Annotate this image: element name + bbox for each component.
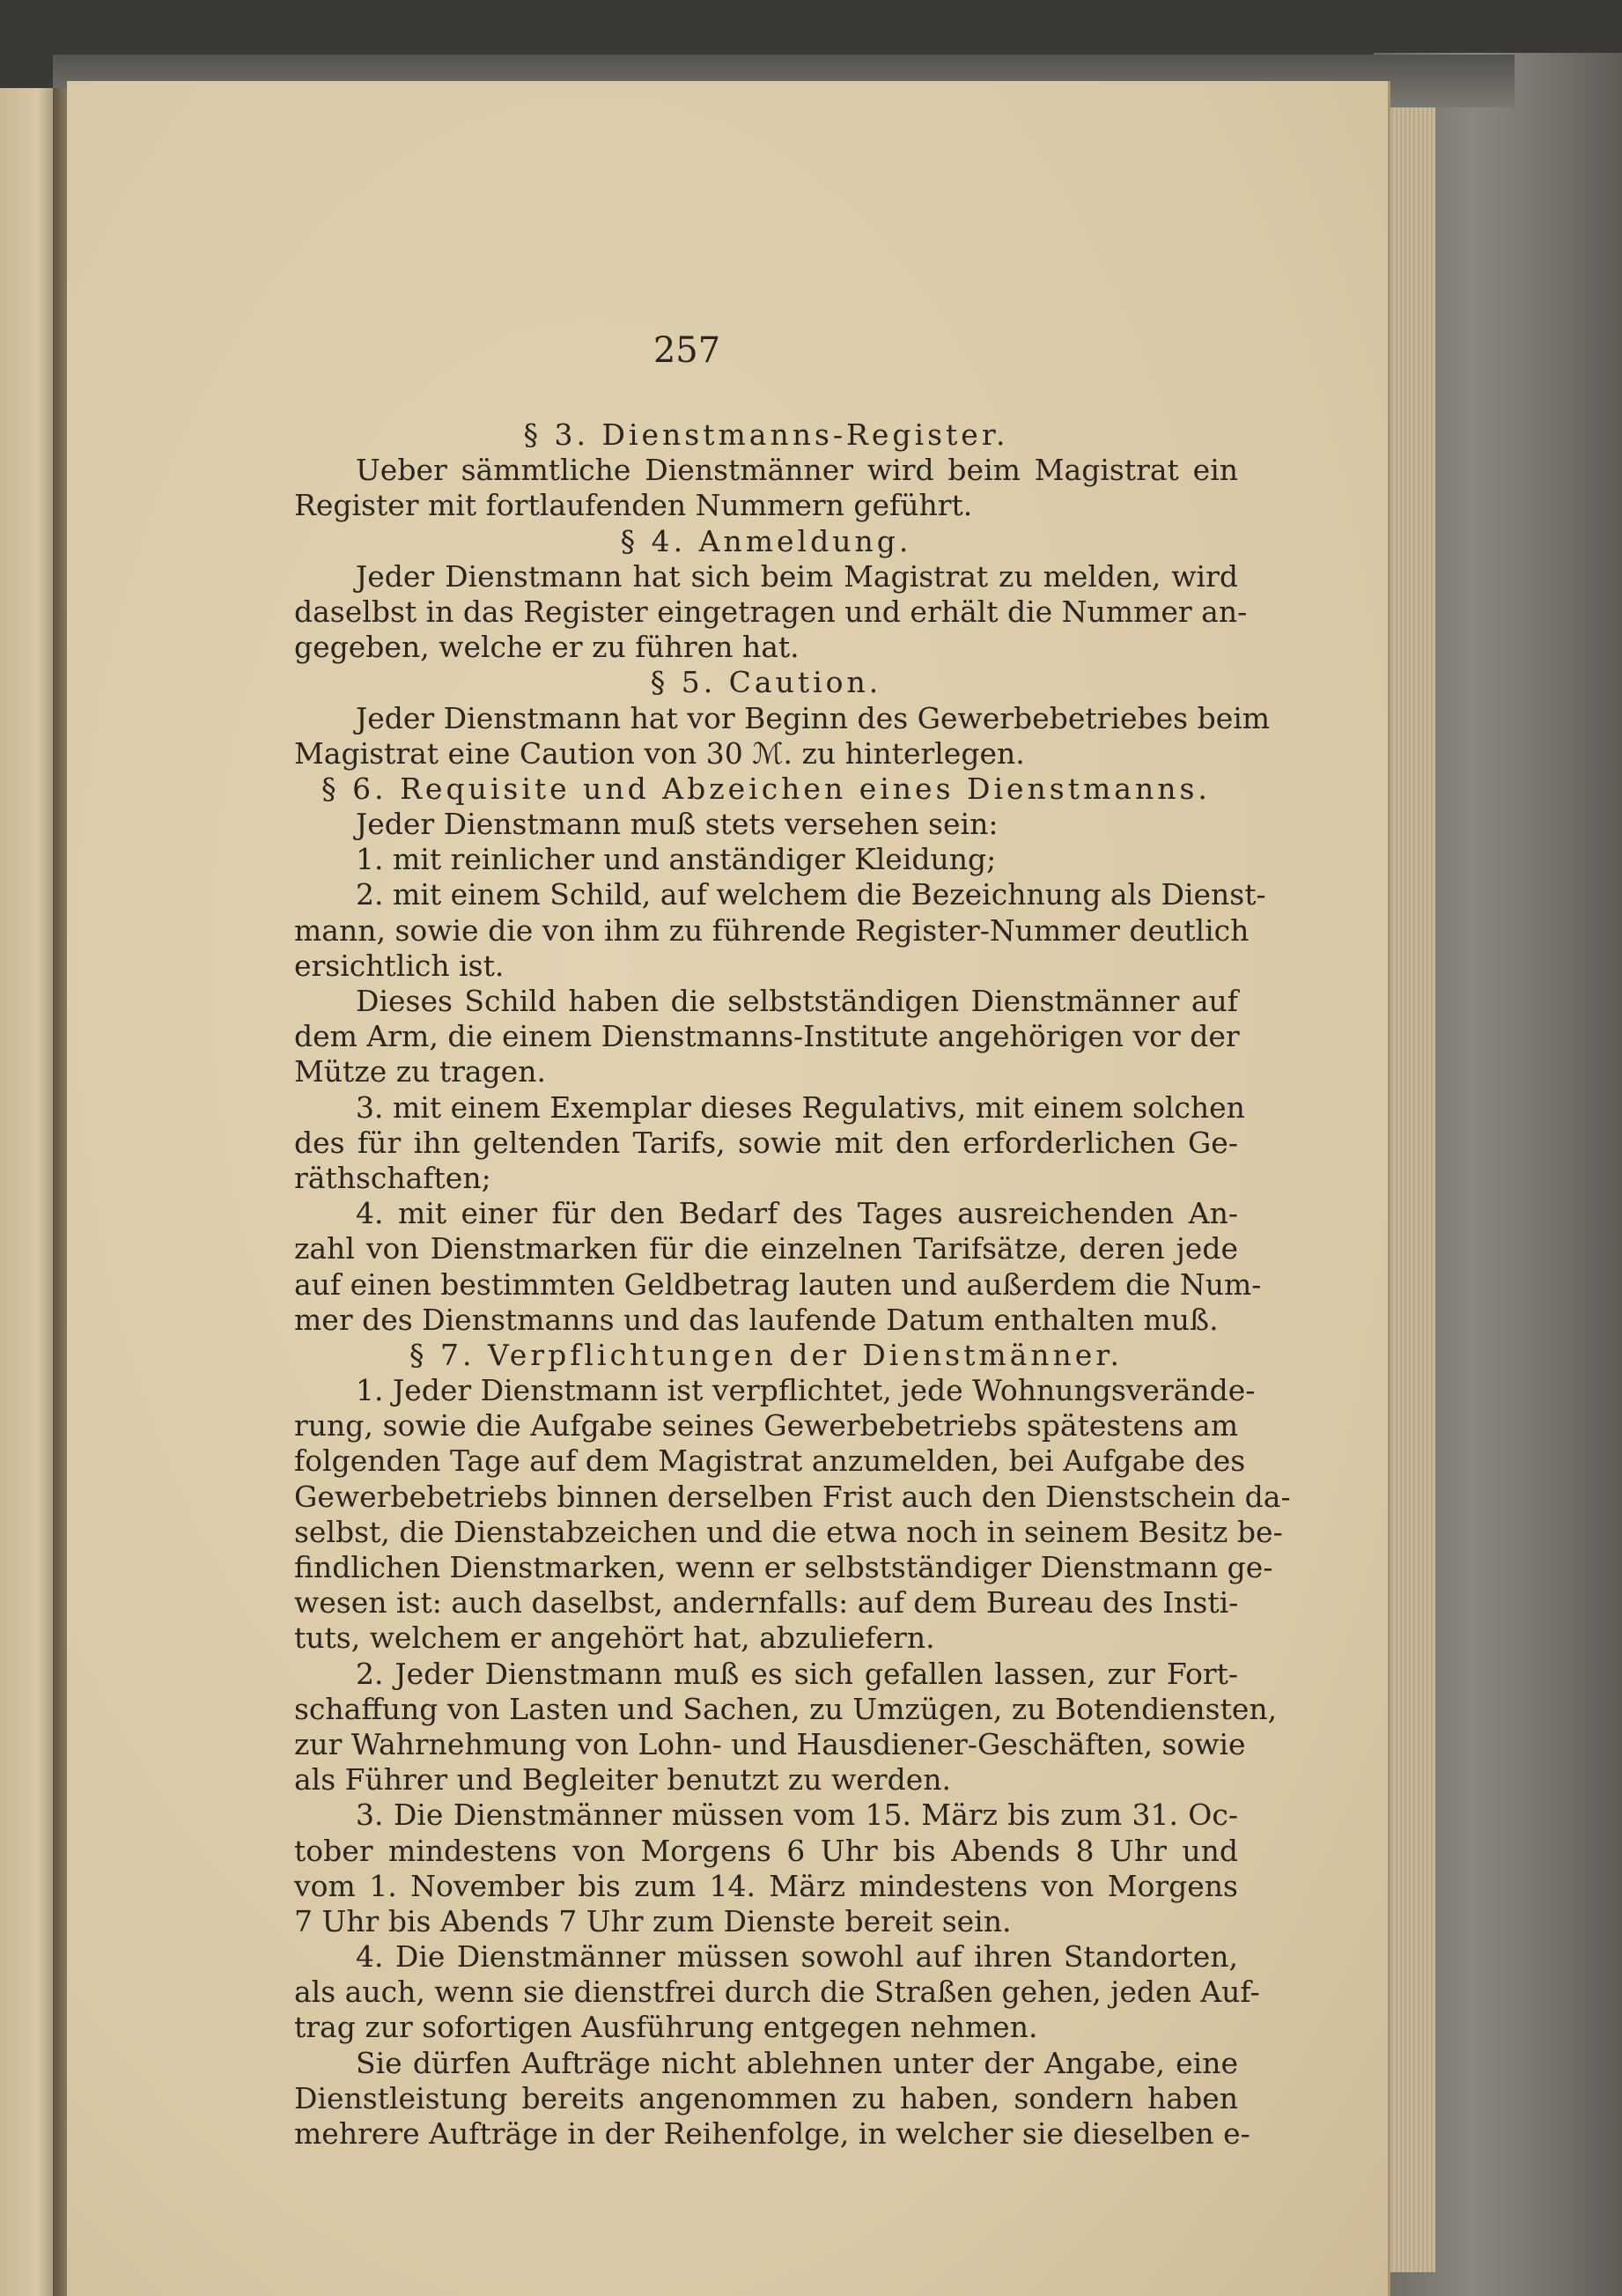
text-line: Magistrat eine Caution von 30 ℳ. zu hinterlegen. — [294, 735, 1025, 771]
text-line: 3. Die Dienstmänner müssen vom 15. März bis zum 31. Oc- — [356, 1798, 1238, 1833]
text-line: Ueber sämmtliche Dienstmänner wird beim Magistrat ein — [356, 453, 1238, 488]
text-line: 1. mit reinlicher und anständiger Kleidung; — [356, 842, 997, 877]
text-line: tober mindestens von Morgens 6 Uhr bis Abends 8 Uhr und — [294, 1833, 1238, 1868]
text-line: 2. mit einem Schild, auf welchem die Bezeichnung als Dienst- — [356, 877, 1266, 912]
text-line: trag zur sofortigen Ausführung entgegen nehmen. — [294, 2010, 1038, 2045]
book-page — [67, 81, 1390, 2296]
section-heading: § 6. Requisite und Abzeichen eines Dienstmanns. — [321, 771, 1211, 806]
text-line: Sie dürfen Aufträge nicht ablehnen unter der Angabe, eine — [356, 2045, 1238, 2080]
text-line: Jeder Dienstmann muß stets versehen sein: — [356, 807, 999, 842]
text-line: findlichen Dienstmarken, wenn er selbstständiger Dienstmann ge- — [294, 1550, 1273, 1584]
text-line: mehrere Aufträge in der Reihenfolge, in welcher sie dieselben e- — [294, 2116, 1250, 2151]
text-line: schaffung von Lasten und Sachen, zu Umzügen, zu Botendiensten, — [294, 1691, 1278, 1726]
section-heading: § 3. Dienstmanns-Register. — [523, 417, 1009, 452]
text-line: dem Arm, die einem Dienstmanns-Institute angehörigen vor der — [294, 1019, 1240, 1054]
text-line: Dieses Schild haben die selbstständigen Dienstmänner auf — [356, 984, 1238, 1018]
text-line: mann, sowie die von ihm zu führende Register-Nummer deutlich — [294, 912, 1250, 948]
text-line: des für ihn geltenden Tarifs, sowie mit den erforderlichen Ge- — [294, 1125, 1238, 1160]
text-line: tuts, welchem er angehört hat, abzuliefern. — [294, 1620, 935, 1656]
text-line: Jeder Dienstmann hat vor Beginn des Gewerbebetriebes beim — [356, 700, 1271, 735]
section-heading: § 7. Verpflichtungen der Dienstmänner. — [409, 1337, 1123, 1372]
text-line: daselbst in das Register eingetragen und erhält die Nummer an- — [294, 594, 1248, 629]
page-edges — [1382, 62, 1435, 2272]
text-line: ersichtlich ist. — [294, 948, 505, 983]
text-line: rung, sowie die Aufgabe seines Gewerbebetriebs spätestens am — [294, 1408, 1238, 1443]
text-line: 4. mit einer für den Bedarf des Tages ausreichenden An- — [356, 1196, 1238, 1231]
text-line: Mütze zu tragen. — [294, 1054, 546, 1089]
text-line: 1. Jeder Dienstmann ist verpflichtet, jede Wohnungsverände- — [356, 1373, 1256, 1408]
text-line: als Führer und Begleiter benutzt zu werden. — [294, 1762, 951, 1798]
text-line: als auch, wenn sie dienstfrei durch die Straßen gehen, jeden Auf- — [294, 1975, 1260, 2010]
text-line: 7 Uhr bis Abends 7 Uhr zum Dienste bereit sein. — [294, 1903, 1012, 1938]
text-line: Register mit fortlaufenden Nummern geführt. — [294, 488, 973, 523]
section-heading: § 5. Caution. — [650, 665, 882, 700]
page-body — [294, 417, 1291, 2152]
text-line: räthschaften; — [294, 1160, 491, 1195]
text-line: zur Wahrnehmung von Lohn- und Hausdiener-Geschäften, sowie — [294, 1726, 1246, 1761]
section-heading: § 4. Anmeldung. — [620, 523, 912, 558]
text-line: Gewerbebetriebs binnen derselben Frist auch den Dienstschein da- — [294, 1479, 1291, 1514]
text-line: zahl von Dienstmarken für die einzelnen Tarifsätze, deren jede — [294, 1231, 1238, 1266]
text-line: wesen ist: auch daselbst, andernfalls: auf dem Bureau des Insti- — [294, 1585, 1239, 1620]
text-line: auf einen bestimmten Geldbetrag lauten und außerdem die Num- — [294, 1266, 1262, 1302]
text-line: folgenden Tage auf dem Magistrat anzumelden, bei Aufgabe des — [294, 1443, 1246, 1479]
text-line: Jeder Dienstmann hat sich beim Magistrat zu melden, wird — [356, 558, 1238, 594]
page-number: 257 — [652, 330, 721, 371]
text-line: 3. mit einem Exemplar dieses Regulativs, mit einem solchen — [356, 1089, 1245, 1125]
text-line: selbst, die Dienstabzeichen und die etwa noch in seinem Besitz be- — [294, 1514, 1283, 1549]
text-line: mer des Dienstmanns und das laufende Datum enthalten muß. — [294, 1302, 1219, 1337]
text-line: vom 1. November bis zum 14. März mindestens von Morgens — [294, 1868, 1238, 1903]
text-line: Dienstleistung bereits angenommen zu haben, sondern haben — [294, 2080, 1238, 2115]
text-line: gegeben, welche er zu führen hat. — [294, 630, 800, 665]
text-line: 2. Jeder Dienstmann muß es sich gefallen lassen, zur Fort- — [356, 1656, 1238, 1691]
text-line: 4. Die Dienstmänner müssen sowohl auf ihren Standorten, — [356, 1939, 1238, 1975]
